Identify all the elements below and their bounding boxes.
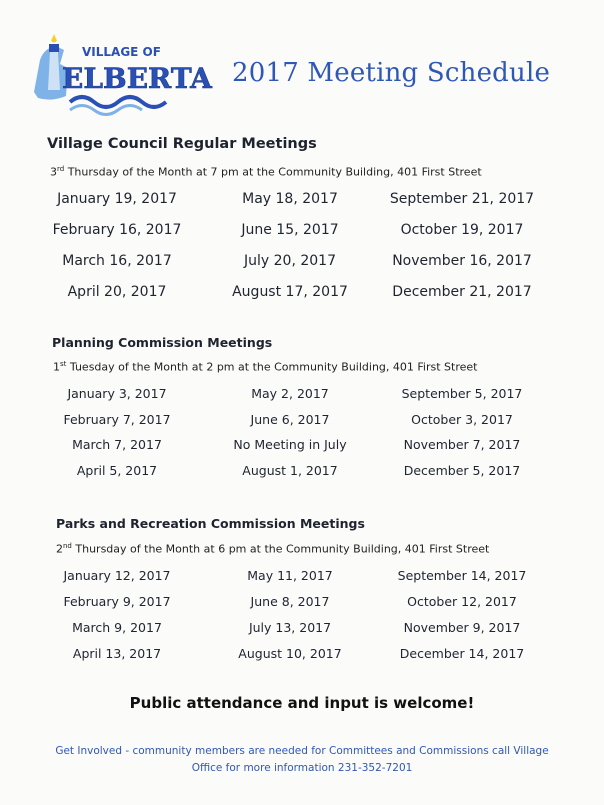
- meeting-date: June 15, 2017: [241, 222, 339, 238]
- meeting-date: April 20, 2017: [67, 284, 167, 300]
- section-title: Planning Commission Meetings: [52, 335, 273, 350]
- dates-row: [0, 386, 604, 412]
- meeting-date: May 11, 2017: [247, 568, 333, 583]
- meeting-date: No Meeting in July: [233, 437, 347, 452]
- meeting-date: September 5, 2017: [401, 386, 523, 401]
- dates-row: [0, 620, 604, 646]
- footer-note: [40, 743, 564, 777]
- meeting-date: April 5, 2017: [76, 462, 158, 478]
- dates-row: [0, 191, 604, 222]
- rule-ordinal: 2: [56, 542, 63, 556]
- meeting-date: March 9, 2017: [72, 620, 162, 635]
- meeting-date: March 7, 2017: [72, 437, 162, 452]
- meeting-date: July 13, 2017: [248, 620, 332, 635]
- meeting-date: February 7, 2017: [63, 411, 171, 427]
- dates-table: [0, 568, 604, 672]
- dates-row: [0, 412, 604, 438]
- meeting-date: January 12, 2017: [63, 568, 171, 583]
- meeting-date: June 8, 2017: [250, 594, 330, 609]
- meeting-date: June 6, 2017: [250, 411, 330, 427]
- meeting-date: October 3, 2017: [411, 411, 513, 427]
- meeting-date: February 9, 2017: [63, 594, 171, 609]
- page-title: 2017 Meeting Schedule: [232, 58, 551, 88]
- dates-row: [0, 437, 604, 463]
- meeting-rule: [53, 360, 477, 374]
- dates-table: [0, 386, 604, 488]
- logo-text-main: ELBERTA: [62, 62, 212, 95]
- rule-ordinal: 3: [50, 165, 57, 179]
- rule-ordinal-suffix: st: [60, 360, 67, 368]
- meeting-date: March 16, 2017: [62, 253, 172, 269]
- village-logo: [30, 30, 212, 118]
- meeting-date: September 14, 2017: [397, 568, 527, 583]
- meeting-date: October 19, 2017: [400, 222, 524, 238]
- dates-row: [0, 463, 604, 489]
- meeting-date: November 7, 2017: [403, 437, 521, 452]
- dates-row: [0, 222, 604, 253]
- dates-row: [0, 646, 604, 672]
- logo-text-top: VILLAGE OF: [82, 45, 161, 59]
- meeting-date: April 13, 2017: [72, 646, 162, 661]
- meeting-rule: [56, 542, 489, 556]
- meeting-date: December 5, 2017: [403, 462, 521, 478]
- rule-text: Thursday of the Month at 6 pm at the Community Building, 401 First Street: [71, 542, 490, 556]
- meeting-date: November 16, 2017: [392, 253, 532, 269]
- meeting-date: December 21, 2017: [392, 284, 532, 300]
- meeting-date: September 21, 2017: [389, 191, 535, 207]
- meeting-date: November 9, 2017: [403, 620, 521, 635]
- dates-row: [0, 253, 604, 284]
- welcome-message: Public attendance and input is welcome!: [129, 694, 475, 712]
- meeting-date: May 18, 2017: [242, 191, 338, 207]
- meeting-date: August 10, 2017: [238, 646, 342, 661]
- dates-table: [0, 191, 604, 315]
- meeting-date: January 3, 2017: [67, 386, 167, 401]
- meeting-date: May 2, 2017: [251, 386, 329, 401]
- meeting-date: August 1, 2017: [242, 462, 338, 478]
- section-title: Parks and Recreation Commission Meetings: [56, 516, 365, 531]
- rule-text: Tuesday of the Month at 2 pm at the Community Building, 401 First Street: [66, 360, 478, 374]
- rule-ordinal-suffix: rd: [57, 165, 65, 173]
- meeting-date: July 20, 2017: [244, 253, 336, 269]
- meeting-rule: [50, 165, 482, 179]
- rule-ordinal: 1: [53, 360, 60, 374]
- dates-row: [0, 568, 604, 594]
- meeting-date: December 14, 2017: [399, 646, 525, 661]
- footer-line-2: Office for more information 231-352-7201: [191, 762, 413, 774]
- meeting-date: August 17, 2017: [232, 284, 348, 300]
- dates-row: [0, 284, 604, 315]
- rule-ordinal-suffix: nd: [63, 542, 72, 550]
- meeting-date: October 12, 2017: [407, 594, 517, 609]
- footer-line-1: Get Involved - community members are needed for Committees and Commissions call Village: [55, 745, 549, 757]
- meeting-date: January 19, 2017: [57, 191, 177, 207]
- dates-row: [0, 594, 604, 620]
- meeting-date: February 16, 2017: [52, 222, 182, 238]
- rule-text: Thursday of the Month at 7 pm at the Community Building, 401 First Street: [64, 165, 482, 179]
- section-title: Village Council Regular Meetings: [47, 136, 317, 152]
